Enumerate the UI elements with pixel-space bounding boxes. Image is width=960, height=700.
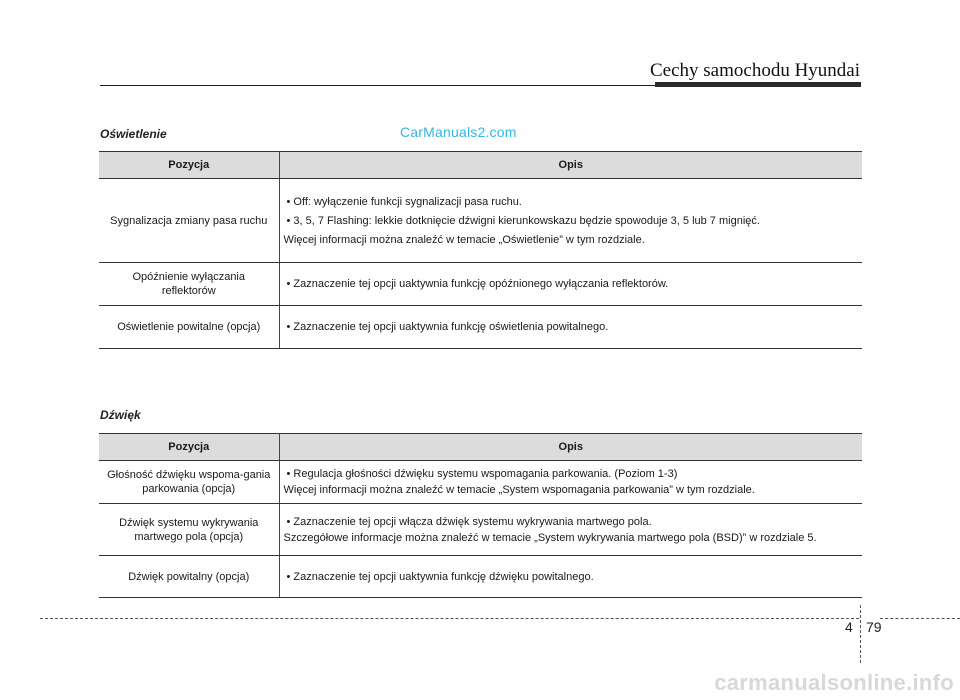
row-position: Opóźnienie wyłączania reflektorów [99, 263, 279, 306]
description-line: • Off: wyłączenie funkcji sygnalizacji pasa ruchu. [286, 195, 522, 208]
sound-section-title: Dźwięk [100, 408, 141, 422]
table-header-row [99, 434, 862, 461]
table-row [99, 556, 862, 598]
running-header: Cechy samochodu Hyundai [649, 60, 860, 81]
footer-dashed-rule [40, 618, 859, 619]
header-rule-thick [655, 82, 861, 87]
footer-page-divider [860, 605, 861, 663]
page-number: 79 [866, 619, 882, 635]
description-line: • Zaznaczenie tej opcji uaktywnia funkcję opóźnionego wyłączania reflektorów. [286, 278, 669, 290]
site-watermark: carmanualsonline.info [714, 670, 954, 695]
lighting-section-title: Oświetlenie [100, 127, 167, 141]
row-position: Sygnalizacja zmiany pasa ruchu [99, 179, 279, 263]
table-row [99, 504, 862, 556]
description-line: • Zaznaczenie tej opcji uaktywnia funkcję oświetlenia powitalnego. [286, 321, 609, 333]
row-description [279, 306, 862, 349]
lighting-table [99, 151, 862, 349]
table-header-row [99, 152, 862, 179]
table-row [99, 179, 862, 263]
row-position: Dźwięk systemu wykrywania martwego pola (opcja) [99, 504, 279, 556]
table-row [99, 461, 862, 504]
row-position: Dźwięk powitalny (opcja) [99, 556, 279, 598]
column-header-position: Pozycja [99, 152, 279, 179]
row-description [279, 504, 862, 556]
carmanuals-watermark: CarManuals2.com [400, 124, 517, 140]
description-line: Więcej informacji można znaleźć w temacie „System wspomagania parkowania” w tym rozdziale. [283, 484, 755, 496]
row-description [279, 556, 862, 598]
row-description [279, 461, 862, 504]
description-line: • 3, 5, 7 Flashing: lekkie dotknięcie dźwigni kierunkowskazu będzie spowoduje 3, 5 lub 7 mignięć. [286, 214, 760, 227]
row-position: Oświetlenie powitalne (opcja) [99, 306, 279, 349]
row-description [279, 263, 862, 306]
column-header-position: Pozycja [99, 434, 279, 461]
row-position: Głośność dźwięku wspoma-gania parkowania (opcja) [99, 461, 279, 504]
column-header-description: Opis [279, 152, 862, 179]
description-line: • Zaznaczenie tej opcji włącza dźwięk systemu wykrywania martwego pola. [286, 515, 652, 528]
description-line: Szczegółowe informacje można znaleźć w temacie „System wykrywania martwego pola (BSD)” w rozdziale 5. [283, 531, 817, 544]
row-description [279, 179, 862, 263]
sound-table [99, 433, 862, 598]
description-line: • Zaznaczenie tej opcji uaktywnia funkcję dźwięku powitalnego. [286, 570, 594, 583]
table-row [99, 263, 862, 306]
column-header-description: Opis [279, 434, 862, 461]
description-line: • Regulacja głośności dźwięku systemu wspomagania parkowania. (Poziom 1-3) [286, 468, 678, 480]
description-line: Więcej informacji można znaleźć w temacie „Oświetlenie” w tym rozdziale. [283, 233, 645, 246]
table-row [99, 306, 862, 349]
footer-dashed-rule-right [880, 618, 960, 619]
header-rule-thin [100, 85, 655, 86]
chapter-number: 4 [845, 619, 853, 635]
